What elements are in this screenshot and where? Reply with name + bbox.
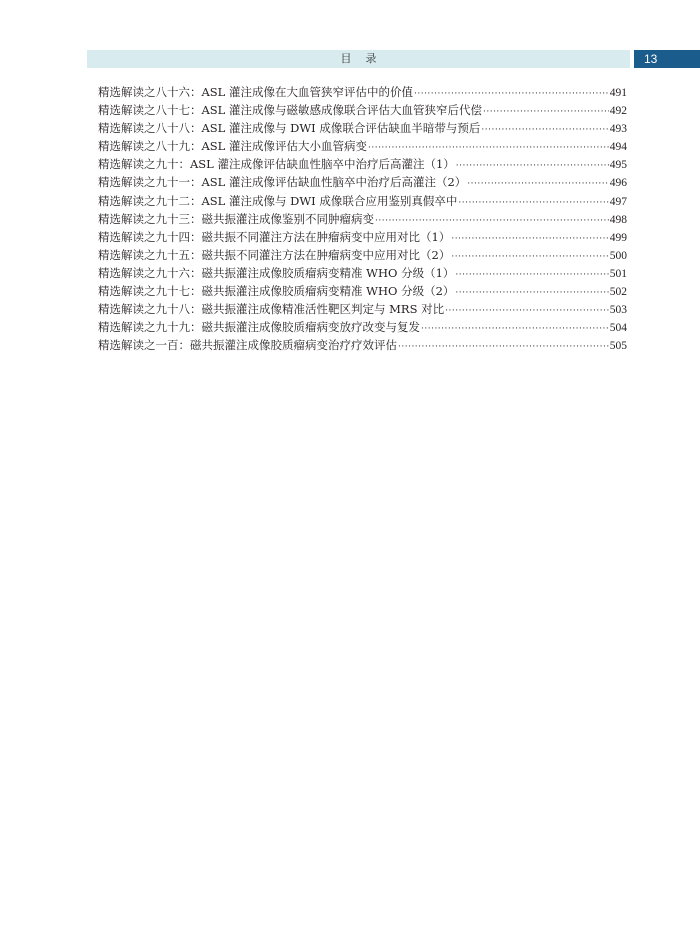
toc-leader-dots [483,107,609,117]
toc-entry[interactable] [98,120,627,138]
toc-entry-page: 500 [609,249,627,262]
toc-leader-dots [368,143,609,153]
toc-entry[interactable] [98,319,627,337]
toc-entry[interactable] [98,193,627,211]
toc-entry-title: 精选解读之九十四：磁共振不同灌注方法在肿瘤病变中应用对比（1） [98,229,451,244]
toc-leader-dots [456,161,609,171]
toc-entry[interactable] [98,211,627,229]
toc-entry-title: 精选解读之九十：ASL 灌注成像评估缺血性脑卒中治疗后高灌注（1） [98,157,455,172]
toc-entry-title: 精选解读之八十九：ASL 灌注成像评估大小血管病变 [98,139,367,154]
toc-entry-page: 504 [609,322,627,335]
toc-entry[interactable] [98,229,627,247]
toc-leader-dots [445,306,609,316]
toc-entry-page: 501 [609,267,627,280]
toc-entry-title: 精选解读之九十三：磁共振灌注成像鉴别不同肿瘤病变 [98,211,374,226]
toc-entry[interactable] [98,174,627,192]
toc-entry[interactable] [98,84,627,102]
toc-entry-page: 492 [609,105,627,118]
toc-entry-title: 精选解读之八十八：ASL 灌注成像与 DWI 成像联合评估缺血半暗带与预后 [98,121,481,136]
toc-leader-dots [481,125,608,135]
toc-entry[interactable] [98,102,627,120]
toc-entry-title: 精选解读之八十六：ASL 灌注成像在大血管狭窄评估中的价值 [98,85,413,99]
toc-entry-page: 497 [609,195,627,208]
toc-leader-dots [451,234,608,244]
toc-entry-title: 精选解读之八十七：ASL 灌注成像与磁敏感成像联合评估大血管狭窄后代偿 [98,103,482,118]
toc-entry-title: 精选解读之一百：磁共振灌注成像胶质瘤病变治疗疗效评估 [98,338,397,353]
toc-leader-dots [467,179,608,189]
toc-entry[interactable] [98,265,627,283]
toc-entry[interactable] [98,283,627,301]
toc-entry-page: 502 [609,286,627,299]
toc-entry-page: 503 [609,304,627,317]
toc-leader-dots [451,252,608,262]
toc-leader-dots [455,270,608,280]
toc-entry-title: 精选解读之九十六：磁共振灌注成像胶质瘤病变精准 WHO 分级（1） [98,265,455,280]
toc-entry-page: 491 [609,87,627,99]
header-band [87,50,630,68]
toc-entry[interactable] [98,337,627,355]
table-of-contents [98,84,627,355]
toc-entry-page: 499 [609,231,627,244]
toc-leader-dots [414,89,609,99]
toc-entry-title: 精选解读之九十八：磁共振灌注成像精准活性靶区判定与 MRS 对比 [98,302,445,317]
toc-entry-title: 精选解读之九十一：ASL 灌注成像评估缺血性脑卒中治疗后高灌注（2） [98,175,467,190]
toc-entry[interactable] [98,301,627,319]
toc-leader-dots [398,342,609,352]
toc-entry-title: 精选解读之九十七：磁共振灌注成像胶质瘤病变精准 WHO 分级（2） [98,284,455,299]
toc-entry[interactable] [98,247,627,265]
header-title: 目录 [340,52,391,65]
toc-entry-page: 493 [609,123,627,136]
toc-entry-page: 496 [609,177,627,190]
toc-entry-page: 498 [609,213,627,226]
toc-entry-page: 505 [609,340,627,353]
toc-leader-dots [458,198,608,208]
toc-leader-dots [421,324,609,334]
toc-entry-title: 精选解读之九十九：磁共振灌注成像胶质瘤病变放疗改变与复发 [98,320,420,335]
page-number: 13 [644,52,658,66]
toc-entry-title: 精选解读之九十五：磁共振不同灌注方法在肿瘤病变中应用对比（2） [98,247,451,262]
toc-entry-page: 495 [609,159,627,172]
page-number-tab [634,50,700,68]
toc-leader-dots [455,288,608,298]
toc-entry[interactable] [98,138,627,156]
toc-entry-page: 494 [609,141,627,154]
toc-entry-title: 精选解读之九十二：ASL 灌注成像与 DWI 成像联合应用鉴别真假卒中 [98,193,458,208]
toc-leader-dots [375,216,609,226]
toc-entry[interactable] [98,156,627,174]
